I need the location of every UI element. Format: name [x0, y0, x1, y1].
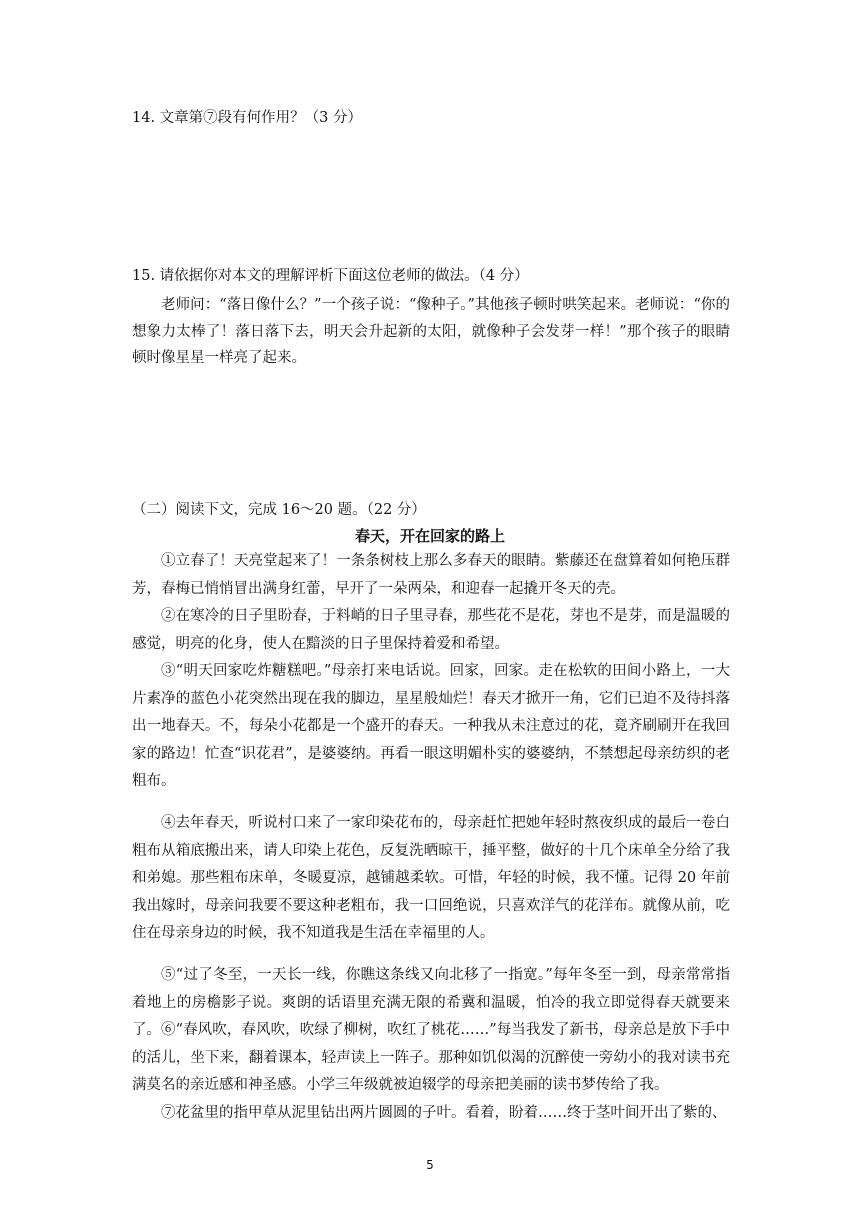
paragraph-2: ②在寒冷的日子里盼春，于料峭的日子里寻春，那些花不是花，芽也不是芽，而是温暖的感觉，明亮的化身，使人在黯淡的日子里保持着爱和希望。: [132, 608, 730, 652]
paragraph-5: ⑤“过了冬至，一天长一线，你瞧这条线又向北移了一指宽。”每年冬至一到，母亲常常指着地上的房檐影子说。爽朗的话语里充满无限的希冀和温暖，怕冷的我立即觉得春天就要来了。: [132, 967, 730, 1038]
question-15-body: 老师问：“落日像什么？”一个孩子说：“像种子。”其他孩子顿时哄笑起来。老师说：“你的想象力太棒了！落日落下去，明天会升起新的太阳，就像种子会发芽一样！”那个孩子的眼睛顿时像星星一样亮了起来。: [132, 297, 730, 366]
paragraph-6: ⑥“春风吹，春风吹，吹绿了柳树，吹红了桃花……”每当我发了新书，母亲总是放下手中的活儿，坐下来，翻着课本，轻声读上一阵子。那种如饥似渴的沉醉使一旁幼小的我对读书充满莫名的亲近感和神圣感。小学三年级就被迫辍学的母亲把美丽的读书梦传给了我。: [132, 1022, 730, 1093]
paragraph-7: ⑦花盆里的指甲草从泥里钻出两片圆圆的子叶。看着，盼着……终于茎叶间开出了紫的、: [161, 1105, 727, 1121]
question-14: 14. 文章第⑦段有何作用？（3 分）: [132, 110, 363, 126]
paragraph-3: ③“明天回家吃炸糖糕吧。”母亲打来电话说。回家，回家。走在松软的田间小路上，一大片素净的蓝色小花突然出现在我的脚边，星星般灿烂！春天才掀开一角，它们已迫不及待抖落出一地春天。不，每朵小花都是一个盛开的春天。一种我从未注意过的花，竟齐刷刷开在我回家的路边！忙查“识花君”，是婆婆纳。再看一眼这明媚朴实的婆婆纳，不禁想起母亲纺织的老粗布。: [132, 663, 730, 789]
article-title: 春天，开在回家的路上: [354, 527, 505, 545]
page-number: 5: [426, 1158, 434, 1172]
paragraph-1: ①立春了！天亮堂起来了！一条条树枝上那么多春天的眼睛。紫藤还在盘算着如何艳压群芳，春梅已悄悄冒出满身红蕾，早开了一朵两朵，和迎春一起撬开冬天的壳。: [132, 553, 730, 597]
paragraph-4: ④去年春天，听说村口来了一家印染花布的，母亲赶忙把她年轻时熬夜织成的最后一卷白粗布从箱底搬出来，请人印染上花色，反复洗晒晾干，捶平整，做好的十几个床单全分给了我和弟媳。那些粗布床单，冬暖夏凉，越铺越柔软。可惜，年轻的时候，我不懂。记得 20 年前我出嫁时，母亲问我要不要这种老粗布，我一口回绝说，只喜欢洋气的花洋布。就像从前，吃住在母亲身边的时候，我不知道我是生活在幸福里的人。: [132, 815, 730, 941]
section-heading: （二）阅读下文，完成 16～20 题。（22 分）: [132, 502, 426, 518]
question-15-title: 15. 请依据你对本文的理解评析下面这位老师的做法。（4 分）: [132, 268, 529, 284]
